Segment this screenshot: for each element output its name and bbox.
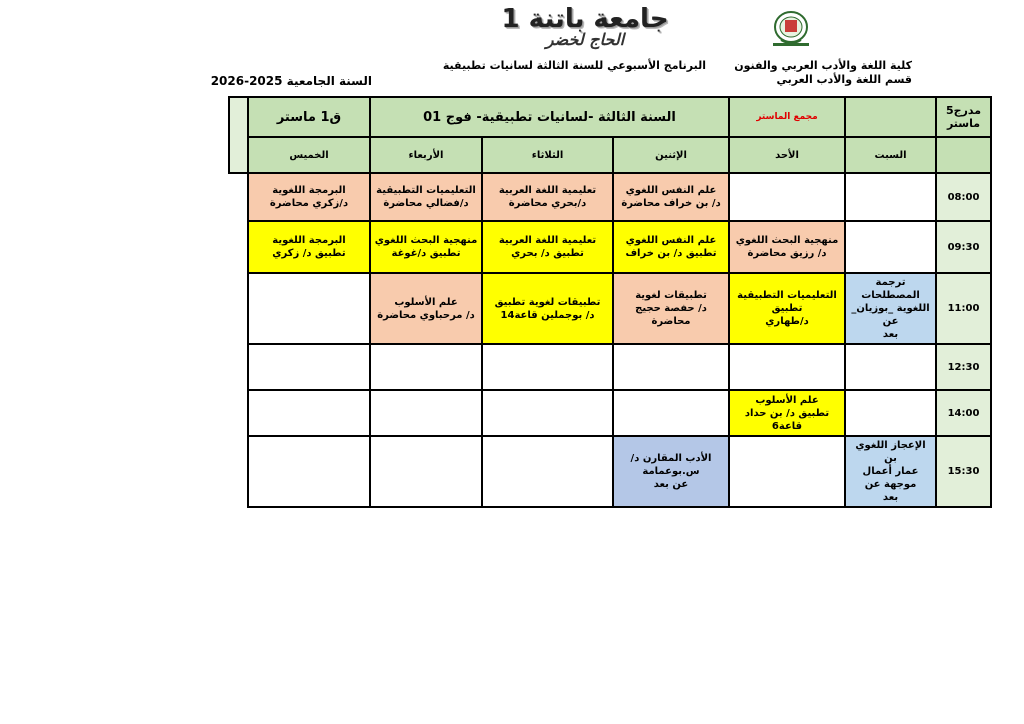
day-header: الأحد xyxy=(729,137,845,173)
course-title: البرمجة اللغوية xyxy=(272,235,346,246)
course-cell xyxy=(248,221,370,273)
time-slot: 09:30 xyxy=(936,221,991,273)
course-detail: بعد xyxy=(882,492,899,503)
course-cell xyxy=(729,221,845,273)
empty-cell xyxy=(729,436,845,507)
course-detail: د/زكري محاضرة xyxy=(269,198,349,209)
course-text xyxy=(249,411,369,415)
course-title: الأدب المقارن د/س.بوعمامة xyxy=(630,453,712,477)
course-title: منهجية البحث اللغوي xyxy=(735,235,839,246)
university-name: جامعة باتنة 1 xyxy=(501,4,669,34)
empty-cell xyxy=(729,173,845,221)
empty-cell xyxy=(845,390,936,436)
course-title: تعليمية اللغة العربية xyxy=(498,185,597,196)
course-text xyxy=(249,232,369,262)
course-cell xyxy=(482,221,613,273)
course-text xyxy=(614,365,728,369)
day-header: السبت xyxy=(845,137,936,173)
course-title: تعليمية اللغة العربية xyxy=(498,235,597,246)
course-detail: تطبيق د/ بحري xyxy=(511,248,584,259)
empty-cell xyxy=(613,390,729,436)
course-detail: د/بحري محاضرة xyxy=(508,198,587,209)
empty-time-header xyxy=(936,137,991,173)
empty-cell xyxy=(248,273,370,344)
weekly-schedule-table xyxy=(228,96,992,508)
course-detail: د/ رزيق محاضرة xyxy=(747,248,827,259)
course-cell xyxy=(845,436,936,507)
empty-cell xyxy=(845,173,936,221)
course-cell xyxy=(482,173,613,221)
course-detail: تطبيق د/ بن خراف xyxy=(625,248,717,259)
course-detail: د/فضالي محاضرة xyxy=(383,198,469,209)
course-text xyxy=(730,365,844,369)
schedule-row xyxy=(229,173,991,221)
day-header: الخميس xyxy=(248,137,370,173)
course-cell xyxy=(845,273,936,344)
university-subtitle: الحاج لخضر xyxy=(545,30,625,49)
schedule-row xyxy=(229,436,991,507)
course-cell xyxy=(613,273,729,344)
day-header: الإثنين xyxy=(613,137,729,173)
course-text xyxy=(371,232,481,262)
course-detail: اللغوية _بوزيان_ عن xyxy=(851,303,930,327)
empty-header-cell xyxy=(845,97,936,137)
course-text xyxy=(730,470,844,474)
course-text xyxy=(846,274,935,343)
day-header: الأربعاء xyxy=(370,137,482,173)
course-detail: بعد xyxy=(882,329,899,340)
schedule-row xyxy=(229,344,991,390)
course-text xyxy=(249,365,369,369)
course-detail: عمار أعمال موجهة عن xyxy=(862,466,919,490)
time-slot: 08:00 xyxy=(936,173,991,221)
course-detail: تطبيق د/ بن حداد قاعة6 xyxy=(744,407,830,432)
course-title: ترجمة المصطلحات xyxy=(861,277,920,301)
empty-cell xyxy=(482,344,613,390)
time-slot: 14:00 xyxy=(936,390,991,436)
course-cell xyxy=(370,221,482,273)
academic-year: السنة الجامعية 2025-2026 xyxy=(210,74,372,88)
time-slot: 11:00 xyxy=(936,273,991,344)
course-text xyxy=(371,365,481,369)
course-text xyxy=(483,411,612,415)
course-text xyxy=(483,232,612,262)
day-header: الثلاثاء xyxy=(482,137,613,173)
program-title: البرنامج الأسبوعي للسنة الثالثة لسانيات تطبيقية xyxy=(442,59,706,72)
class-title: السنة الثالثة -لسانيات تطبيقية- فوج 01 xyxy=(370,97,729,137)
course-text xyxy=(483,182,612,212)
course-text xyxy=(483,470,612,474)
university-seal-icon xyxy=(767,10,815,48)
course-cell xyxy=(613,436,729,507)
schedule-row xyxy=(229,221,991,273)
course-title: علم النفس اللغوي xyxy=(625,235,717,246)
empty-cell xyxy=(370,436,482,507)
course-text xyxy=(249,182,369,212)
course-title: علم النفس اللغوي xyxy=(625,185,717,196)
course-text xyxy=(846,195,935,199)
time-slot: 12:30 xyxy=(936,344,991,390)
course-text xyxy=(846,245,935,249)
course-text xyxy=(730,392,844,435)
days-row xyxy=(229,137,991,173)
course-title: البرمجة اللغوية xyxy=(272,185,346,196)
corner-hall: مدرج5 ماستر xyxy=(936,97,991,137)
course-text xyxy=(614,232,728,262)
master-hall-label: مجمع الماستر xyxy=(729,97,845,137)
course-text xyxy=(730,287,844,330)
empty-cell xyxy=(845,344,936,390)
empty-cell xyxy=(370,344,482,390)
course-cell xyxy=(370,173,482,221)
course-detail: عن بعد xyxy=(653,479,689,490)
course-title: تطبيقات لغوية تطبيق xyxy=(494,296,601,308)
course-text xyxy=(846,365,935,369)
side-strip xyxy=(229,97,248,173)
course-title: التعليميات التطبيقية xyxy=(376,185,476,196)
course-text xyxy=(614,411,728,415)
course-cell xyxy=(370,273,482,344)
course-cell xyxy=(729,273,845,344)
course-detail: د/ مرحباوي محاضرة xyxy=(377,309,475,321)
course-text xyxy=(483,294,612,324)
course-title: علم الأسلوب xyxy=(755,394,819,406)
course-title: الإعجاز اللغوي بن xyxy=(855,440,926,464)
time-slot: 15:30 xyxy=(936,436,991,507)
course-cell xyxy=(613,221,729,273)
course-text xyxy=(249,470,369,474)
course-detail: د/ حفصة حجيج محاضرة xyxy=(635,303,707,327)
course-detail: د/طهاري xyxy=(765,316,809,327)
course-text xyxy=(730,195,844,199)
course-text xyxy=(249,307,369,311)
course-title: التعليميات التطبيقية تطبيق xyxy=(737,290,837,314)
course-text xyxy=(730,232,844,262)
course-detail: د/ بن خراف محاضرة xyxy=(621,198,721,209)
empty-cell xyxy=(248,344,370,390)
course-detail: تطبيق د/ زكري xyxy=(272,248,346,259)
course-text xyxy=(371,294,481,324)
empty-cell xyxy=(613,344,729,390)
course-text xyxy=(614,182,728,212)
empty-cell xyxy=(482,436,613,507)
course-cell xyxy=(248,173,370,221)
course-text xyxy=(371,470,481,474)
schedule-body xyxy=(229,173,991,507)
empty-cell xyxy=(482,390,613,436)
course-cell xyxy=(729,390,845,436)
course-text xyxy=(483,365,612,369)
course-detail: د/ بوجملين قاعة14 xyxy=(500,309,595,321)
course-cell xyxy=(482,273,613,344)
course-text xyxy=(614,287,728,330)
course-text xyxy=(846,411,935,415)
schedule-row xyxy=(229,273,991,344)
course-detail: تطبيق د/غوغة xyxy=(391,248,461,259)
course-text xyxy=(371,411,481,415)
schedule-row xyxy=(229,390,991,436)
empty-cell xyxy=(729,344,845,390)
course-title: علم الأسلوب xyxy=(394,296,458,308)
empty-cell xyxy=(845,221,936,273)
room-label: ق1 ماستر xyxy=(248,97,370,137)
empty-cell xyxy=(248,436,370,507)
course-cell xyxy=(613,173,729,221)
course-text xyxy=(371,182,481,212)
empty-cell xyxy=(370,390,482,436)
department-name: قسم اللغة والأدب العربي xyxy=(776,73,912,86)
course-title: منهجية البحث اللغوي xyxy=(374,235,478,246)
course-text xyxy=(846,437,935,506)
course-text xyxy=(614,450,728,493)
empty-cell xyxy=(248,390,370,436)
course-title: تطبيقات لغوية xyxy=(635,290,707,301)
faculty-name: كلية اللغة والأدب العربي والفنون xyxy=(734,59,912,72)
